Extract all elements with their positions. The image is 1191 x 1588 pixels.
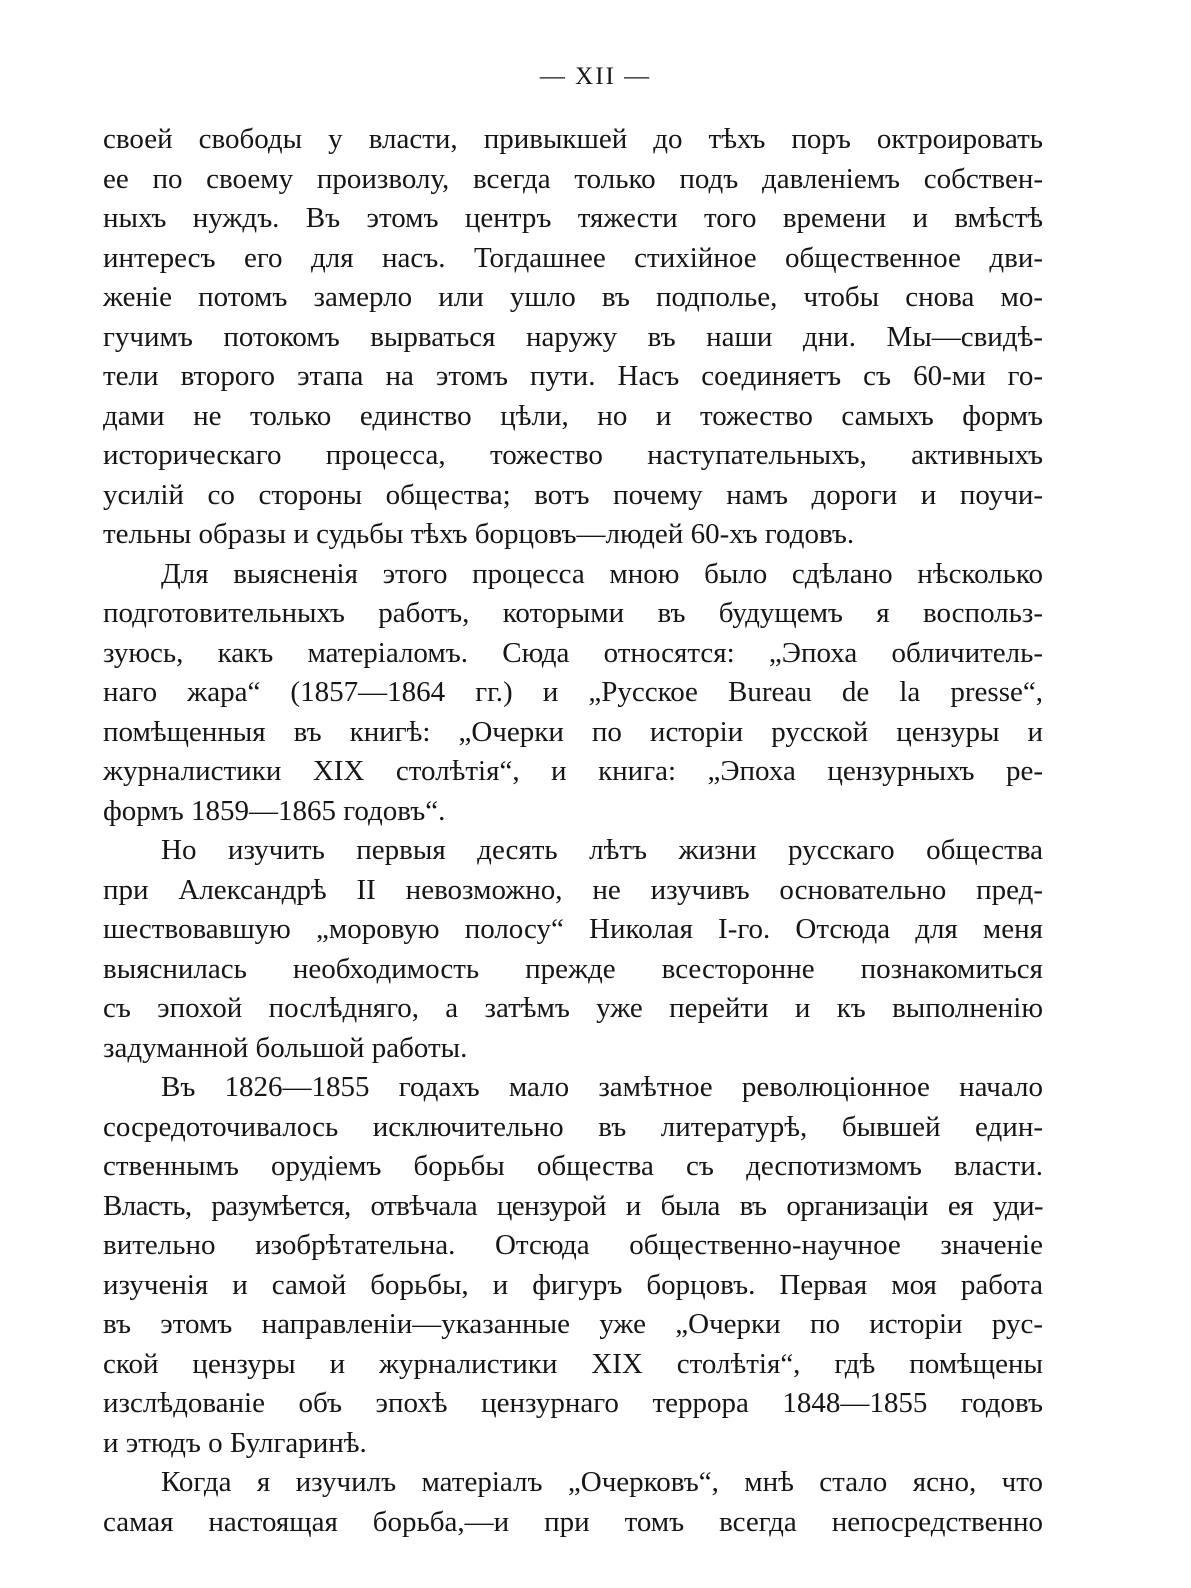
paragraph-1	[103, 120, 1043, 555]
text-line: подготовительныхъ работъ, которыми въ будущемъ я воспольз-	[103, 597, 1043, 629]
text-line: въ этомъ направленіи—указанные уже „Очерки по исторіи рус-	[103, 1308, 1043, 1340]
paragraph-5	[103, 1463, 1043, 1542]
text-line: вительно изобрѣтательна. Отсюда общественно-научное значеніе	[103, 1229, 1043, 1261]
text-line: выяснилась необходимость прежде всесторонне познакомиться	[103, 952, 1043, 985]
text-line: изученія и самой борьбы, и фигуръ борцовъ. Первая моя работа	[103, 1268, 1043, 1301]
text-line: формъ 1859—1865 годовъ“.	[103, 794, 446, 827]
text-line: при Александрѣ II невозможно, не изучивъ основательно пред-	[103, 873, 1043, 906]
text-line: Когда я изучилъ матеріалъ „Очерковъ“, мнѣ стало ясно, что	[161, 1466, 1043, 1498]
text-line: наго жара“ (1857—1864 гг.) и „Русское Bureau de la presse“,	[103, 676, 1043, 708]
text-line: и этюдъ о Булгаринѣ.	[103, 1426, 367, 1459]
text-line: шествовавшую „моровую полосу“ Николая I-го. Отсюда для меня	[103, 913, 1043, 945]
body-text	[103, 120, 1043, 1542]
text-line: изслѣдованіе объ эпохѣ цензурнаго террора 1848—1855 годовъ	[103, 1387, 1043, 1419]
text-line: зуюсь, какъ матеріаломъ. Сюда относятся: „Эпоха обличитель-	[103, 636, 1043, 669]
paragraph-3	[103, 831, 1043, 1068]
page-number: — XII —	[539, 63, 652, 90]
text-line: ственнымъ орудіемъ борьбы общества съ деспотизмомъ власти.	[103, 1150, 1043, 1182]
text-line: Для выясненія этого процесса мною было сдѣлано нѣсколько	[161, 557, 1043, 590]
text-line: самая настоящая борьба,—и при томъ всегда непосредственно	[103, 1505, 1043, 1538]
text-line: тельны образы и судьбы тѣхъ борцовъ—людей 60-хъ годовъ.	[103, 518, 855, 550]
text-line: интересъ его для насъ. Тогдашнее стихійное общественное дви-	[103, 241, 1043, 274]
text-line: своей свободы у власти, привыкшей до тѣхъ поръ октроировать	[103, 123, 1043, 155]
text-line: женіе потомъ замерло или ушло въ подполье, чтобы снова мо-	[103, 281, 1043, 313]
text-line: сосредоточивалось исключительно въ литературѣ, бывшей един-	[103, 1110, 1043, 1143]
text-line: журналистики XIX столѣтія“, и книга: „Эпоха цензурныхъ ре-	[103, 755, 1043, 787]
paragraph-4	[103, 1068, 1043, 1463]
text-line: Въ 1826—1855 годахъ мало замѣтное революціонное начало	[161, 1071, 1043, 1103]
text-line: дами не только единство цѣли, но и тожество самыхъ формъ	[103, 399, 1043, 432]
text-line: задуманной большой работы.	[103, 1031, 468, 1064]
text-line: Власть, разумѣется, отвѣчала цензурой и была въ организаціи ея уди-	[103, 1189, 1043, 1222]
text-line: гучимъ потокомъ вырваться наружу въ наши дни. Мы—свидѣ-	[103, 320, 1043, 353]
text-line: помѣщенныя въ книгѣ: „Очерки по исторіи русской цензуры и	[103, 715, 1043, 748]
text-line: историческаго процесса, тожество наступательныхъ, активныхъ	[103, 439, 1043, 471]
text-line: ской цензуры и журналистики XIX столѣтія“, гдѣ помѣщены	[103, 1347, 1043, 1380]
text-line: ныхъ нуждъ. Въ этомъ центръ тяжести того времени и вмѣстѣ	[103, 202, 1043, 234]
text-line: съ эпохой послѣдняго, а затѣмъ уже перейти и къ выполненію	[103, 992, 1043, 1024]
text-line: Но изучить первыя десять лѣтъ жизни русскаго общества	[161, 834, 1043, 866]
text-line: усилій со стороны общества; вотъ почему намъ дороги и поучи-	[103, 478, 1043, 511]
text-line: тели второго этапа на этомъ пути. Насъ соединяетъ съ 60-ми го-	[103, 360, 1043, 392]
text-line: ее по своему произволу, всегда только подъ давленіемъ собствен-	[103, 162, 1043, 195]
paragraph-2	[103, 555, 1043, 832]
